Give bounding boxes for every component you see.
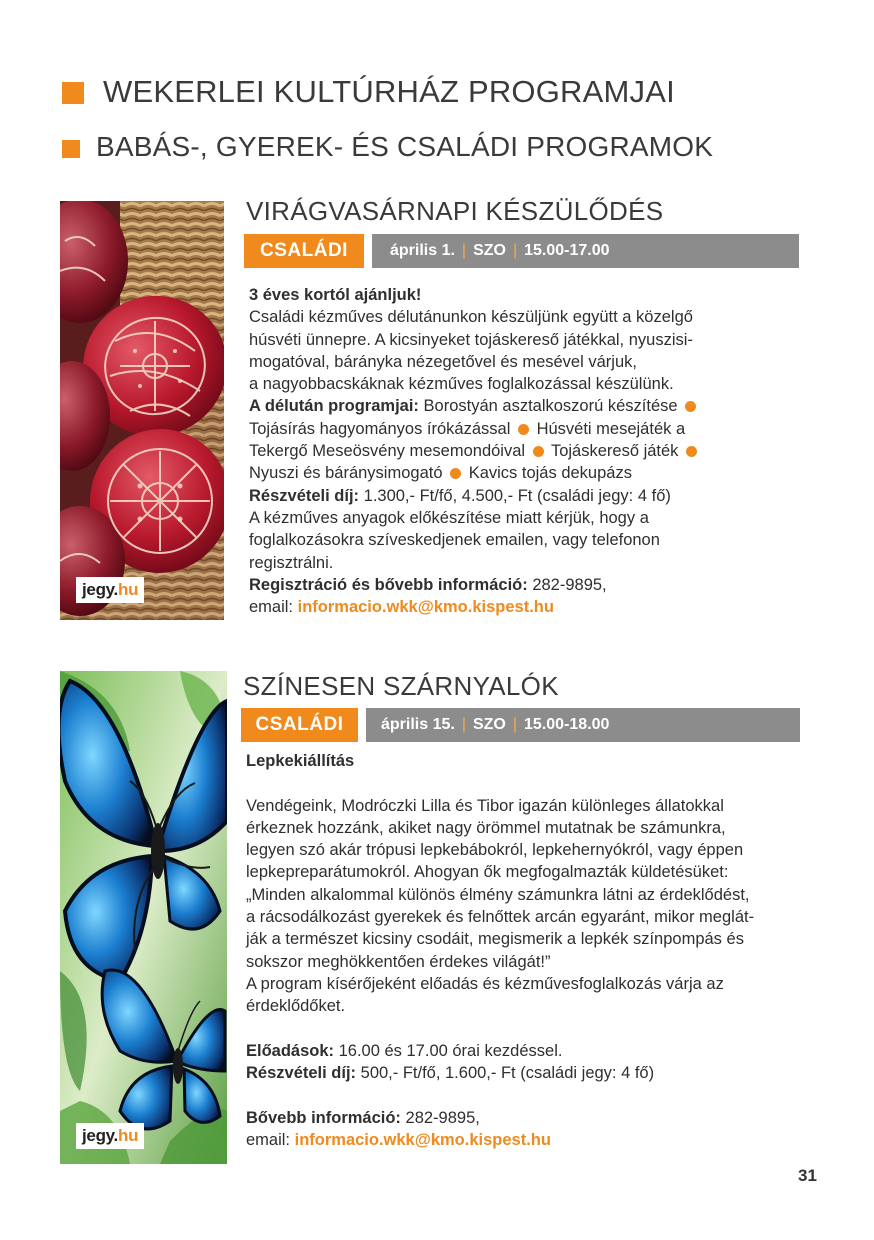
program-item: Tojáskereső játék (550, 442, 679, 461)
description-line: érdeklődőket. (246, 997, 346, 1016)
jegy-hu-logo (76, 577, 144, 603)
description-line: a nagyobbacskáknak kézműves foglalkozással készülünk. (249, 375, 674, 394)
description-line: mogatóval, bárányka nézegetővel és mesével várjuk, (249, 352, 637, 371)
description-line: ják a természet kicsiny csodáit, megismerik a lepkék színpompás és (246, 930, 744, 949)
bullet-dot-icon (685, 401, 696, 412)
blank-line (246, 1084, 816, 1106)
event-info-bar (244, 234, 799, 268)
blank-line (246, 1018, 816, 1040)
registration-line: regisztrálni. (249, 553, 334, 572)
email-line (249, 596, 809, 618)
contact-line (249, 574, 809, 596)
program-item: Tojásírás hagyományos írókázással (249, 419, 511, 438)
bullet-dot-icon (533, 446, 544, 457)
fee-label: Részvételi díj: (249, 486, 360, 505)
program-list-line (249, 462, 809, 484)
page-title: WEKERLEI KULTÚRHÁZ PROGRAMJAI (103, 74, 675, 109)
butterflies-illustration (60, 671, 227, 1164)
email-link[interactable]: informacio.wkk@kmo.kispest.hu (294, 1131, 551, 1150)
contact-line (246, 1107, 816, 1129)
event-date: április 1. (390, 242, 455, 259)
header-bullet-square (62, 82, 84, 104)
bullet-dot-icon (518, 424, 529, 435)
bullet-dot-icon (686, 446, 697, 457)
event-subtitle: Lepkekiállítás (246, 752, 355, 770)
description-line: Vendégeink, Modróczki Lilla és Tibor igazán különleges állatokkal (246, 796, 724, 815)
description-line: A program kísérőjeként előadás és kézművesfoglalkozás várja az (246, 974, 724, 993)
description-line: érkeznek hozzánk, akiket nagy örömmel mutatnak be számunkra, (246, 818, 726, 837)
event-day: SZO (472, 716, 506, 733)
section-title: BABÁS-, GYEREK- ÉS CSALÁDI PROGRAMOK (96, 131, 714, 162)
easter-eggs-image (60, 201, 224, 620)
category-badge: CSALÁDI (241, 708, 358, 742)
event-time: 15.00-17.00 (524, 242, 610, 259)
fee-label: Részvételi díj: (246, 1064, 357, 1083)
event-title: SZÍNESEN SZÁRNYALÓK (243, 671, 559, 701)
event-date: április 15. (381, 716, 455, 733)
age-recommendation: 3 éves kortól ajánljuk! (249, 286, 422, 304)
category-badge: CSALÁDI (244, 234, 364, 268)
fee-value: 1.300,- Ft/fő, 4.500,- Ft (családi jegy: 4 fő) (363, 486, 671, 505)
description-line: a rácsodálkozást gyerekek és felnőttek arcán egyaránt, mikor meglát- (246, 908, 755, 927)
description-line: Családi kézműves délutánunkon készüljünk együtt a közelgő (249, 308, 693, 327)
jegy-hu-logo (76, 1123, 144, 1149)
bullet-dot-icon (450, 468, 461, 479)
butterflies-image (60, 671, 227, 1164)
blank-line (246, 772, 816, 794)
program-list-line (249, 395, 809, 417)
description-line: „Minden alkalommal különös élmény számunkra látni az érdeklődést, (246, 885, 750, 904)
program-item: Nyuszi és báránysimogató (249, 464, 443, 483)
event-description (249, 284, 809, 618)
jegy-logo-text: jegy. (82, 1126, 118, 1145)
event-datetime: április 1. | SZO | 15.00-17.00 (390, 242, 610, 259)
program-list-line (249, 440, 809, 462)
event-time: 15.00-18.00 (524, 716, 610, 733)
phone-number: 282-9895, (532, 575, 607, 594)
talks-line (246, 1040, 816, 1062)
talks-value: 16.00 és 17.00 órai kezdéssel. (338, 1041, 563, 1060)
badge-gap (358, 708, 366, 742)
fee-line (246, 1062, 816, 1084)
event-datetime: április 15. | SZO | 15.00-18.00 (381, 716, 610, 733)
program-item: Húsvéti mesejáték a (536, 419, 686, 438)
jegy-logo-hu: hu (117, 580, 139, 599)
email-link[interactable]: informacio.wkk@kmo.kispest.hu (297, 598, 554, 617)
program-item: Tekergő Meseösvény mesemondóival (249, 442, 526, 461)
info-label: Regisztráció és bővebb információ: (249, 575, 528, 594)
jegy-logo-hu: hu (117, 1126, 139, 1145)
jegy-logo-text: jegy. (82, 580, 118, 599)
talks-label: Előadások: (246, 1041, 335, 1060)
fee-value: 500,- Ft/fő, 1.600,- Ft (családi jegy: 4 fő) (360, 1064, 655, 1083)
registration-line: A kézműves anyagok előkészítése miatt kérjük, hogy a (249, 508, 649, 527)
event-title: VIRÁGVASÁRNAPI KÉSZÜLŐDÉS (246, 196, 664, 226)
info-label: Bővebb információ: (246, 1108, 401, 1127)
description-line: húsvéti ünnepre. A kicsinyeket tojáskereső játékkal, nyuszisi- (249, 330, 693, 349)
phone-number: 282-9895, (405, 1108, 480, 1127)
event-info-bar (241, 708, 800, 742)
email-line (246, 1129, 816, 1151)
program-item: Kavics tojás dekupázs (468, 464, 632, 483)
description-line: sokszor meghökkentően érdekes világát!” (246, 952, 551, 971)
registration-line: foglalkozásokra szíveskedjenek emailen, vagy telefonon (249, 531, 660, 550)
subheader-bullet-square (62, 140, 80, 158)
email-label: email: (249, 598, 294, 617)
event-day: SZO (473, 242, 506, 259)
easter-eggs-illustration (60, 201, 224, 620)
program-label: A délután programjai: (249, 397, 419, 416)
program-item: Borostyán asztalkoszorú készítése (423, 397, 678, 416)
description-line: lepkepreparátumokról. Ahogyan ők megfogalmazták küldetésüket: (246, 863, 729, 882)
page-number: 31 (798, 1166, 817, 1185)
email-label: email: (246, 1131, 291, 1150)
event-description (246, 750, 816, 1151)
description-line: legyen szó akár trópusi lepkebábokról, lepkehernyókról, vagy éppen (246, 841, 744, 860)
program-list-line (249, 418, 809, 440)
fee-line (249, 485, 809, 507)
badge-gap (364, 234, 372, 268)
